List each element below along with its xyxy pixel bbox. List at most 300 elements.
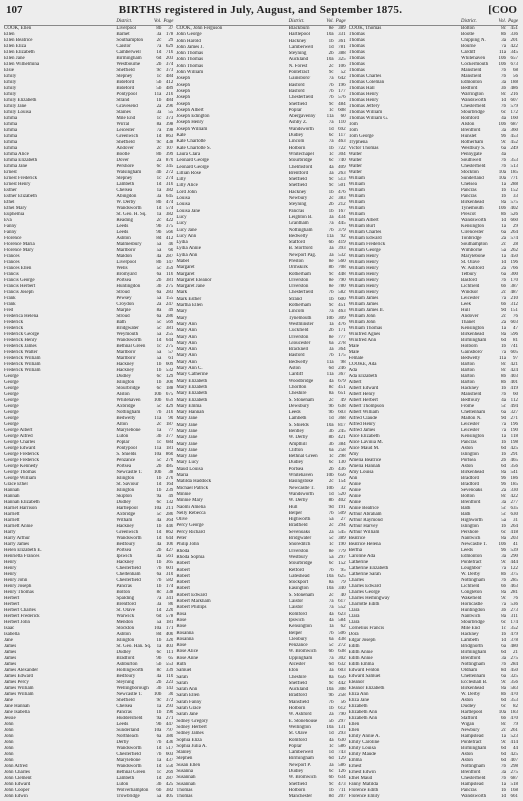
entry-volume: 5c [156, 266, 162, 271]
entry-page: 264 [510, 230, 518, 235]
entry-district: Gateshead [288, 573, 310, 579]
entry-page: 65 [168, 656, 174, 661]
entry-page: 81 [512, 338, 518, 343]
entry-district: St. Geo. Han. Sq. [116, 644, 152, 649]
entry-volume: 9b [500, 548, 506, 553]
entry-page: 532 [165, 368, 174, 373]
entry-page: 353 [510, 698, 518, 703]
entry-page: 437 [165, 758, 174, 763]
entry-page: 583 [510, 686, 518, 691]
entry-page: 174 [165, 584, 174, 589]
entry-name: Amelia Hannah [348, 464, 381, 469]
entry-name: James William [4, 692, 34, 697]
entry-volume: 2c [501, 314, 506, 319]
entry-name: Frederick William [4, 362, 41, 367]
entry-page: 356 [510, 680, 518, 685]
entry-name: Ethel [4, 200, 15, 205]
entry-name: Lord John [176, 189, 197, 195]
entry-district: Shoreditch [288, 542, 311, 548]
entry-volume: 7a [328, 120, 334, 126]
entry-name: Naomi Amelia [176, 504, 206, 510]
entry-page: 339 [165, 668, 174, 673]
entry-district: St. Olave [460, 260, 480, 265]
entry-district: Aston [460, 758, 473, 763]
entry-name: Leonard George [176, 158, 209, 164]
entry-page: 177 [338, 88, 346, 94]
entry-page: 56 [512, 74, 518, 79]
entry-page: 609 [165, 362, 174, 367]
entry-volume: 7b [328, 227, 334, 233]
entry-volume: 6d [328, 661, 334, 667]
entry-name: William George [348, 248, 381, 253]
entry-name: Michael Patrick [176, 485, 209, 491]
entry-district: Leicester [460, 422, 480, 427]
entry-volume: 11a [154, 446, 162, 451]
entry-district: Bideford [116, 86, 135, 91]
entry-district: Rotherham [288, 271, 311, 277]
entry-name: John Edwin [4, 794, 28, 799]
entry-name: John [4, 746, 14, 751]
entry-name: Percy Richard [176, 529, 205, 535]
entry-page: 419 [338, 240, 346, 246]
entry-page: 276 [165, 476, 174, 481]
entry-district: Hartlepool [460, 710, 483, 715]
entry-district: Pontypool [116, 446, 137, 451]
entry-page: 171 [338, 328, 346, 334]
entry-district: Steyning [288, 202, 307, 208]
entry-name: William Henry [348, 290, 379, 295]
entry-volume: 5c [156, 326, 162, 331]
entry-district: Birmingham [460, 746, 487, 751]
entry-district: Westbourne [116, 62, 141, 67]
register-column-2 [176, 19, 345, 800]
entry-page: 367 [338, 372, 346, 378]
entry-district: W. Bromwich [288, 649, 317, 655]
entry-district: Bath [460, 512, 471, 517]
entry-page: 68 [512, 68, 518, 73]
entry-volume: 8d [500, 668, 506, 673]
entry-page: 684 [165, 440, 174, 445]
entry-page: 463 [338, 139, 346, 145]
entry-name: George Charles [4, 440, 36, 445]
entry-page: 95 [340, 567, 346, 573]
entry-page: 212 [338, 202, 346, 208]
entry-district: Holborn [460, 344, 478, 349]
entry-name: Frederick Henry [4, 338, 37, 343]
entry-page: 155 [165, 296, 174, 301]
entry-volume: 6b [500, 584, 506, 589]
entry-name: Edith Annie [348, 650, 373, 655]
entry-name: Arthur Harvey [348, 524, 378, 529]
entry-volume: 11a [154, 92, 162, 97]
entry-name: Walter [348, 170, 362, 175]
entry-district: Woodbridge [288, 378, 314, 384]
entry-page: 275 [510, 770, 518, 775]
entry-district: Bedwelty [288, 359, 308, 365]
entry-district: Basford [288, 353, 305, 359]
entry-district: Birmingham [460, 650, 487, 655]
entry-district: Rotherham [460, 140, 484, 145]
entry-district: Pancras [288, 208, 305, 214]
entry-volume: 1c [156, 770, 162, 775]
entry-page: 249 [510, 146, 518, 151]
entry-district: Whitechapel [288, 151, 314, 157]
entry-district: St. Geo. H. Sq. [116, 212, 147, 217]
entry-district: Newbury [460, 728, 480, 733]
entry-name: Alfred Claude [348, 416, 378, 421]
entry-district: Wellingborough [116, 686, 149, 691]
entry-district: Lambeth [288, 416, 307, 422]
entry-volume: 7b [500, 68, 506, 73]
entry-page: 380 [165, 734, 174, 739]
entry-volume: 7a [501, 428, 506, 433]
entry-district: Westminster [288, 321, 314, 327]
entry-name: Herbert [4, 602, 20, 607]
entry-name: William Burt [348, 224, 375, 229]
entry-name: Mary Jane [176, 422, 198, 428]
entry-page: 86 [168, 602, 174, 607]
entry-name: Margaret [176, 271, 195, 277]
entry-volume: 10b [498, 542, 506, 547]
entry-page: 526 [510, 212, 518, 217]
entry-page: 185 [510, 170, 518, 175]
entry-volume: 2b [156, 680, 162, 685]
entry-page: 28 [512, 242, 518, 247]
entry-volume: 1b [328, 145, 334, 151]
entry-district: Whitehaven [460, 56, 486, 61]
entry-volume: 6c [156, 386, 162, 391]
entry-page: 509 [338, 510, 346, 516]
entry-page: 532 [338, 252, 346, 258]
entry-name: Joseph Henry [176, 120, 204, 126]
entry-name: Henry [4, 572, 17, 577]
entry-page: 198 [165, 128, 174, 133]
entry-page: 445 [338, 221, 346, 227]
entry-district: Hartlepool [116, 506, 138, 511]
entry-page: 211 [166, 506, 174, 511]
entry-name: Beatrice [348, 536, 366, 541]
entry-page: 274 [165, 176, 174, 181]
entry-district: Pontefract [288, 70, 310, 76]
entry-name: Ruth [176, 661, 187, 667]
entry-name: Edith Annie [348, 656, 373, 661]
entry-district: Sheffield [288, 101, 307, 107]
entry-name: George [4, 410, 19, 415]
entry-volume: 3a [501, 128, 506, 133]
entry-name: Mary Ann [176, 347, 197, 353]
entry-district: Clifton [288, 447, 303, 453]
entry-district: Poplar [288, 743, 302, 749]
entry-page: 406 [165, 632, 174, 637]
entry-name: Florence Maria [4, 242, 35, 247]
entry-district: Tetbury [460, 272, 477, 277]
entry-page: 586 [338, 762, 346, 768]
entry-page: 607 [510, 98, 518, 103]
entry-volume: 1b [156, 380, 162, 385]
entry-name: Robert Edward [176, 592, 207, 598]
entry-volume: 2c [156, 146, 162, 151]
entry-volume: 6a [501, 146, 506, 151]
entry-page: 55 [168, 110, 174, 115]
entry-district: Newcastle T. [116, 470, 143, 475]
entry-name: Lucy [176, 214, 187, 220]
entry-name: Sarah [176, 674, 188, 680]
entry-name: William [348, 188, 365, 193]
entry-page: 298 [338, 454, 346, 460]
entry-volume: 7b [328, 699, 334, 705]
entry-page: 246 [338, 366, 346, 372]
entry-name: Rose Anne [176, 655, 199, 661]
entry-volume: 8a [156, 308, 162, 313]
entry-name: George Frederick [4, 458, 40, 463]
entry-page: 196 [510, 422, 518, 427]
entry-page: 345 [510, 50, 518, 55]
entry-name: Albert Herbert [348, 398, 378, 403]
entry-name: Robert [176, 580, 190, 586]
entry-name: Sarah Fanny [176, 699, 202, 705]
entry-district: Wandsworth [460, 98, 487, 103]
entry-volume: 5c [156, 320, 162, 325]
entry-volume: 1a [501, 326, 506, 331]
entry-page: 388 [338, 51, 346, 57]
entry-page: 486 [510, 86, 518, 91]
entry-district: Pancras [460, 788, 477, 793]
entry-volume: 9b [156, 230, 162, 235]
entry-page: 520 [338, 491, 346, 497]
entry-volume: 8b [328, 435, 334, 441]
entry-page: 576 [338, 95, 346, 101]
entry-volume: 7b [500, 74, 506, 79]
entry-page: 687 [510, 776, 518, 781]
entry-district: Southwell [460, 158, 482, 163]
entry-volume: 1d [328, 491, 334, 497]
entry-name: Henry Thomas [4, 590, 34, 595]
entry-district: Chesterfield [460, 164, 486, 169]
entry-district: Basingstoke [288, 479, 314, 485]
entry-page: 171 [165, 626, 174, 631]
entry-district: Mansfield [460, 392, 482, 397]
entry-page: 418 [510, 530, 518, 535]
entry-page: 630 [338, 737, 346, 743]
entry-page: 152 [510, 188, 518, 193]
entry-page: 258 [338, 693, 346, 699]
entry-name: Male [348, 350, 359, 355]
entry-page: 422 [510, 44, 518, 49]
entry-volume: 6a [156, 290, 162, 295]
entry-district: Chipping N. [460, 38, 486, 43]
entry-page: 92 [340, 233, 346, 239]
entry-page: 644 [165, 536, 174, 541]
entry-volume: 1d [156, 530, 162, 535]
entry-volume: 8d [156, 236, 162, 241]
entry-name: Amelia Beatrice [348, 458, 382, 463]
entry-page: 600 [338, 296, 346, 302]
entry-district: Sevenoaks [460, 488, 483, 493]
entry-name: Francis George [4, 278, 35, 283]
entry-district: Brentford [460, 128, 481, 133]
entry-district: Ipswich [116, 554, 133, 559]
entry-district: W. Ashford [460, 266, 484, 271]
entry-volume: 9c [328, 680, 334, 686]
entry-volume: 1c [328, 542, 334, 548]
entry-district: Islington [116, 476, 135, 481]
entry-volume: 5a [156, 356, 162, 361]
entry-volume: 1c [156, 176, 162, 181]
entry-volume: 3a [156, 110, 162, 115]
entry-volume: 5b [156, 80, 162, 85]
entry-volume: 6d [500, 650, 506, 655]
entry-volume: 7b [500, 104, 506, 109]
entry-name: Frederick George [4, 332, 40, 337]
entry-page: 414 [510, 740, 518, 745]
entry-district: Abingdon [116, 194, 137, 199]
entry-district: Bridgwater [288, 536, 312, 542]
entry-district: Stourbridge [116, 386, 140, 391]
entry-page: 708 [338, 265, 346, 271]
entry-volume: 8b [500, 572, 506, 577]
entry-name: John [4, 734, 14, 739]
entry-volume: 10b [326, 315, 334, 321]
entry-name: Charlotte Edith [348, 602, 380, 607]
entry-name: William Edward [348, 236, 382, 241]
entry-name: Emily [4, 74, 17, 79]
entry-district: Birkenhead [460, 200, 485, 205]
entry-name: Mary Ann [176, 353, 197, 359]
entry-name: Samuel [176, 668, 192, 674]
entry-volume: 6a [501, 644, 506, 649]
entry-volume: 7b [328, 290, 334, 296]
entry-volume: 6c [156, 650, 162, 655]
entry-name: William [348, 206, 365, 211]
entry-page: 741 [510, 344, 518, 349]
entry-volume: 9a [156, 716, 162, 721]
entry-page: 300 [510, 272, 518, 277]
entry-district: Malmesbury [116, 242, 142, 247]
entry-district: Romford [288, 611, 307, 617]
entry-volume: 9c [328, 183, 334, 189]
entry-volume: 6c [501, 530, 506, 535]
entry-district: Chorlton [288, 384, 307, 390]
entry-district: Whitehaven [288, 473, 313, 479]
entry-volume: 9b [156, 224, 162, 229]
entry-page: 126 [338, 769, 346, 775]
entry-volume: 9b [500, 134, 506, 139]
entry-district: Luton [116, 782, 129, 787]
entry-name: Fanny Matilda [348, 782, 378, 787]
entry-volume: 10b [498, 62, 506, 67]
entry-page: 223 [165, 680, 174, 685]
entry-volume: 7a [501, 350, 506, 355]
entry-page: 401 [510, 380, 518, 385]
entry-page: 378 [510, 638, 518, 643]
entry-name: Elizabeth Ann [348, 710, 378, 715]
entry-page: 187 [165, 422, 174, 427]
entry-page: 501 [338, 183, 346, 189]
entry-volume: 1b [500, 788, 506, 793]
entry-page: 476 [338, 321, 346, 327]
entry-page: 586 [338, 743, 346, 749]
entry-district: Witham [116, 518, 133, 523]
entry-volume: 2b [156, 62, 162, 67]
entry-volume: 10a [326, 422, 334, 428]
entry-volume: 8b [156, 26, 162, 31]
entry-name: Frederica Helena [4, 314, 39, 319]
entry-page: 635 [510, 506, 518, 511]
entry-volume: 1a [156, 188, 162, 193]
entry-volume: 5c [156, 458, 162, 463]
entry-name: Lillian Rose [176, 170, 201, 176]
entry-district: Warrington [460, 92, 484, 97]
entry-page: 167 [338, 208, 346, 214]
entry-name: Stephen [176, 756, 193, 762]
entry-volume: 1b [500, 344, 506, 349]
entry-name: John Clement [4, 776, 32, 781]
entry-volume: 2c [328, 479, 334, 485]
entry-volume: 1d [156, 536, 162, 541]
entry-volume: 8b [156, 260, 162, 265]
entry-name: Sidney Herbert [176, 724, 207, 730]
entry-district: Holborn [288, 145, 306, 151]
entry-volume: 3b [500, 86, 506, 91]
entry-volume: 1b [156, 638, 162, 643]
entry-page: 293 [338, 731, 346, 737]
entry-page: 130 [338, 460, 346, 466]
entry-page: 203 [510, 536, 518, 541]
entry-volume: 10a [498, 170, 506, 175]
entry-district: Marylebone [116, 758, 141, 763]
entry-page: 286 [165, 314, 174, 319]
entry-district: Dudley [116, 650, 132, 655]
entry-district: Sheffield [116, 140, 135, 145]
entry-volume: 5c [501, 404, 506, 409]
entry-volume: 11a [326, 372, 334, 378]
entry-district: Sunderland [116, 728, 140, 733]
entry-district: Bradford [460, 482, 480, 487]
entry-name: John William [176, 70, 204, 76]
entry-page: 434 [338, 214, 346, 220]
entry-volume: 7b [328, 88, 334, 94]
entry-name: Eliza Jane [348, 698, 370, 703]
entry-name: Cornelius Francis [348, 626, 385, 631]
entry-page: 645 [165, 194, 174, 199]
entry-district: Luton [116, 434, 129, 439]
entry-volume: 6d [328, 366, 334, 372]
entry-name: Louisa Jane [176, 208, 201, 214]
entry-page: 352 [510, 626, 518, 631]
entry-page: 263 [338, 170, 346, 176]
entry-district: S. Stoneham [288, 592, 314, 598]
entry-page: 425 [510, 446, 518, 451]
entry-volume: 8a [501, 590, 506, 595]
entry-volume: 10a [326, 687, 334, 693]
entry-page: 436 [338, 466, 346, 472]
entry-district: Newcastle T. [460, 542, 487, 547]
entry-volume: 2c [501, 242, 506, 247]
entry-page: 368 [338, 416, 346, 422]
entry-name: Mary Elizabeth [176, 384, 208, 390]
entry-name: Joseph William [176, 126, 208, 132]
entry-district: Basford [288, 82, 305, 88]
entry-volume: 2c [328, 397, 334, 403]
entry-name: Dora [348, 632, 359, 637]
entry-district: Dudley [288, 460, 304, 466]
entry-volume: 5c [501, 506, 506, 511]
entry-page: 269 [165, 770, 174, 775]
entry-volume: 8b [328, 498, 334, 504]
entry-volume: 10a [498, 176, 506, 181]
entry-name: Harry [4, 530, 16, 535]
entry-name: Emma [4, 146, 18, 151]
